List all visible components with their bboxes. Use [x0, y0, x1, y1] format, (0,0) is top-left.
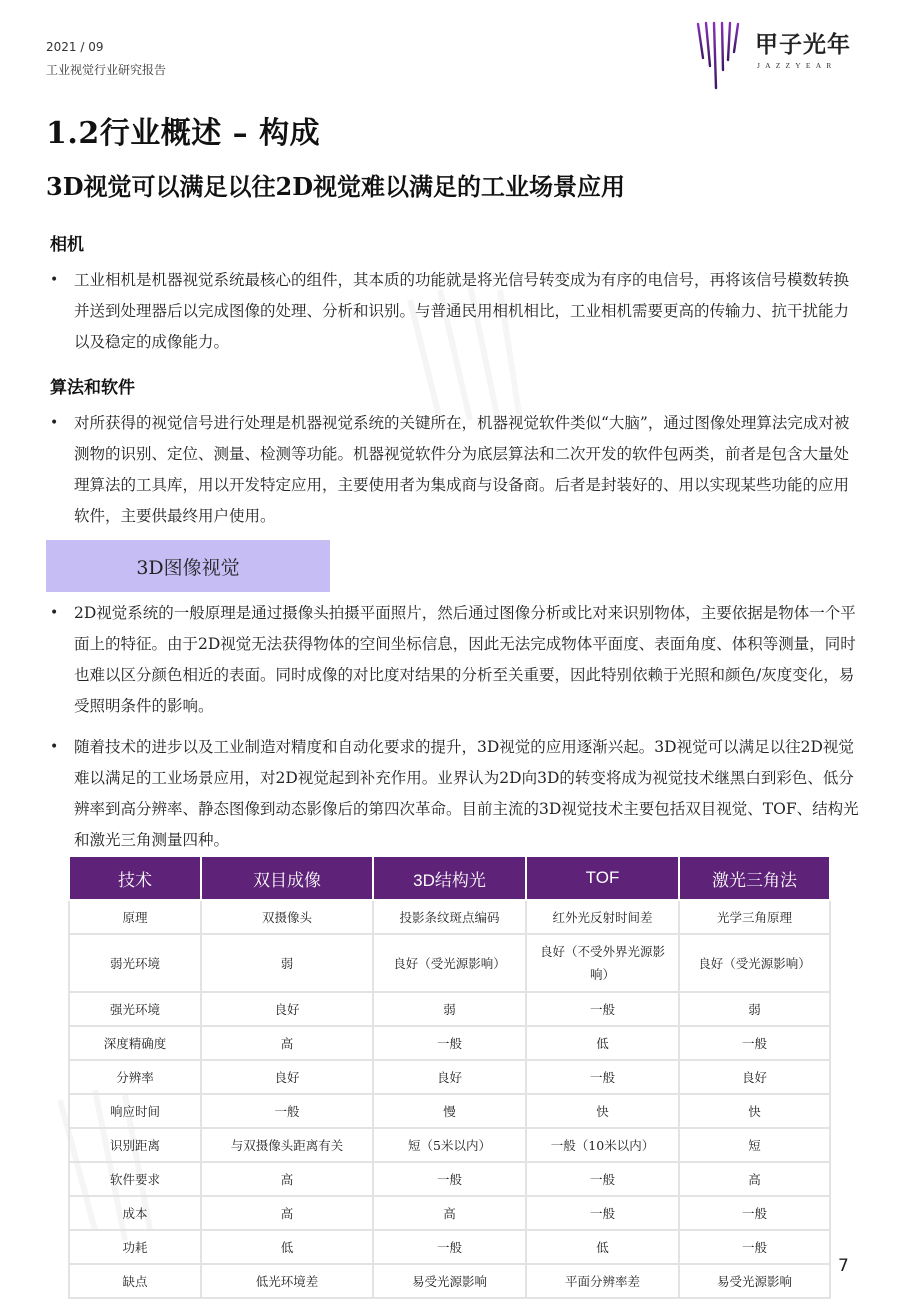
table-row — [69, 1264, 830, 1298]
table-cell: 光学三角原理 — [679, 900, 830, 934]
table-cell: 软件要求 — [69, 1162, 201, 1196]
report-date: 2021 / 09 — [46, 40, 104, 54]
table-header-row — [69, 856, 830, 900]
table-row — [69, 934, 830, 992]
table-cell: 一般 — [679, 1230, 830, 1264]
table-cell: 高 — [201, 1196, 373, 1230]
table-cell: 原理 — [69, 900, 201, 934]
table-row — [69, 1060, 830, 1094]
column-header: 激光三角法 — [679, 856, 830, 900]
table-cell: 高 — [201, 1162, 373, 1196]
table-cell: 红外光反射时间差 — [526, 900, 679, 934]
table-cell: 缺点 — [69, 1264, 201, 1298]
table-cell: 一般 — [526, 1196, 679, 1230]
table-cell: 低光环境差 — [201, 1264, 373, 1298]
table-cell: 识别距离 — [69, 1128, 201, 1162]
table-row — [69, 1230, 830, 1264]
table-cell: 一般 — [526, 1060, 679, 1094]
table-cell: 一般 — [526, 1162, 679, 1196]
table-cell: 快 — [679, 1094, 830, 1128]
table-cell: 低 — [526, 1026, 679, 1060]
section-heading-camera: 相机 — [50, 235, 84, 255]
table-cell: 一般 — [373, 1026, 526, 1060]
table-row — [69, 900, 830, 934]
column-header: TOF — [526, 856, 679, 900]
table-cell: 深度精确度 — [69, 1026, 201, 1060]
table-row — [69, 1026, 830, 1060]
bullet-camera: • 工业相机是机器视觉系统最核心的组件，其本质的功能就是将光信号转变成为有序的电信号，再将该信号模数转换并送到处理器后以完成图像的处理、分析和识别。与普通民用相机相比，工业相机需要更高的传输力、抗干扰能力以及稳定的成像能力。 — [74, 265, 864, 358]
table-cell: 高 — [679, 1162, 830, 1196]
table-cell: 功耗 — [69, 1230, 201, 1264]
table-row — [69, 1162, 830, 1196]
table-cell: 低 — [526, 1230, 679, 1264]
table-cell: 高 — [373, 1196, 526, 1230]
section-tag-3d-vision: 3D图像视觉 — [46, 540, 330, 592]
table-cell: 弱 — [201, 934, 373, 992]
table-cell: 良好（受光源影响） — [373, 934, 526, 992]
table-cell: 响应时间 — [69, 1094, 201, 1128]
table-cell: 短（5米以内） — [373, 1128, 526, 1162]
report-name: 工业视觉行业研究报告 — [46, 63, 167, 77]
table-cell: 短 — [679, 1128, 830, 1162]
page-subtitle: 3D视觉可以满足以往2D视觉难以满足的工业场景应用 — [46, 172, 626, 201]
table-cell: 易受光源影响 — [679, 1264, 830, 1298]
table-cell: 一般 — [526, 992, 679, 1026]
bullet-3d-rise: • 随着技术的进步以及工业制造对精度和自动化要求的提升，3D视觉的应用逐渐兴起。3D视觉可以满足以往2D视觉难以满足的工业场景应用，对2D视觉起到补充作用。业界认为2D向3D的转变将成为视觉技术继黑白到彩色、低分辨率到高分辨率、静态图像到动态影像后的第四次革命。目前主流的3D视觉技术主要包括双目视觉、TOF、结构光和激光三角测量四种。 — [74, 732, 864, 856]
table-cell: 一般 — [679, 1026, 830, 1060]
table-cell: 一般 — [373, 1230, 526, 1264]
table-cell: 良好 — [373, 1060, 526, 1094]
column-header: 技术 — [69, 856, 201, 900]
table-row — [69, 1094, 830, 1128]
table-cell: 投影条纹斑点编码 — [373, 900, 526, 934]
logo-mark-icon — [695, 20, 745, 90]
table-cell: 良好（受光源影响） — [679, 934, 830, 992]
table-cell: 成本 — [69, 1196, 201, 1230]
table-cell: 良好 — [679, 1060, 830, 1094]
bullet-software: • 对所获得的视觉信号进行处理是机器视觉系统的关键所在，机器视觉软件类似“大脑”，通过图像处理算法完成对被测物的识别、定位、测量、检测等功能。机器视觉软件分为底层算法和二次开发的软件包两类，前者是包含大量处理算法的工具库，用以开发特定应用，主要使用者为集成商与设备商。后者是封装好的、用以实现某些功能的应用软件，主要供最终用户使用。 — [74, 408, 864, 532]
comparison-table — [68, 855, 831, 1299]
bullet-2d-principle: • 2D视觉系统的一般原理是通过摄像头拍摄平面照片，然后通过图像分析或比对来识别物体，主要依据是物体一个平面上的特征。由于2D视觉无法获得物体的空间坐标信息，因此无法完成物体平面度、表面角度、体积等测量，同时也难以区分颜色相近的表面。同时成像的对比度对结果的分析至关重要，因此特别依赖于光照和颜色/灰度变化，易受照明条件的影响。 — [74, 598, 864, 722]
table-cell: 良好（不受外界光源影响） — [526, 934, 679, 992]
logo-chinese-text: 甲子光年 — [755, 31, 851, 58]
page-number: 7 — [838, 1256, 849, 1276]
table-cell: 平面分辨率差 — [526, 1264, 679, 1298]
table-cell: 强光环境 — [69, 992, 201, 1026]
table-cell: 一般 — [201, 1094, 373, 1128]
table-cell: 一般 — [373, 1162, 526, 1196]
table-cell: 与双摄像头距离有关 — [201, 1128, 373, 1162]
table-cell: 一般 — [679, 1196, 830, 1230]
table-cell: 良好 — [201, 1060, 373, 1094]
table-cell: 低 — [201, 1230, 373, 1264]
table-cell: 快 — [526, 1094, 679, 1128]
page-title: 1.2行业概述 – 构成 — [46, 116, 321, 151]
table-row — [69, 992, 830, 1026]
table-cell: 弱 — [373, 992, 526, 1026]
table-cell: 慢 — [373, 1094, 526, 1128]
table-cell: 双摄像头 — [201, 900, 373, 934]
column-header: 3D结构光 — [373, 856, 526, 900]
table-row — [69, 1196, 830, 1230]
table-cell: 弱 — [679, 992, 830, 1026]
column-header: 双目成像 — [201, 856, 373, 900]
brand-logo — [695, 20, 865, 90]
table-cell: 一般（10米以内） — [526, 1128, 679, 1162]
table-cell: 弱光环境 — [69, 934, 201, 992]
logo-english-text: JAZZYEAR — [757, 61, 837, 70]
section-heading-software: 算法和软件 — [50, 378, 135, 398]
table-cell: 分辨率 — [69, 1060, 201, 1094]
table-cell: 高 — [201, 1026, 373, 1060]
table-cell: 易受光源影响 — [373, 1264, 526, 1298]
table-row — [69, 1128, 830, 1162]
table-cell: 良好 — [201, 992, 373, 1026]
